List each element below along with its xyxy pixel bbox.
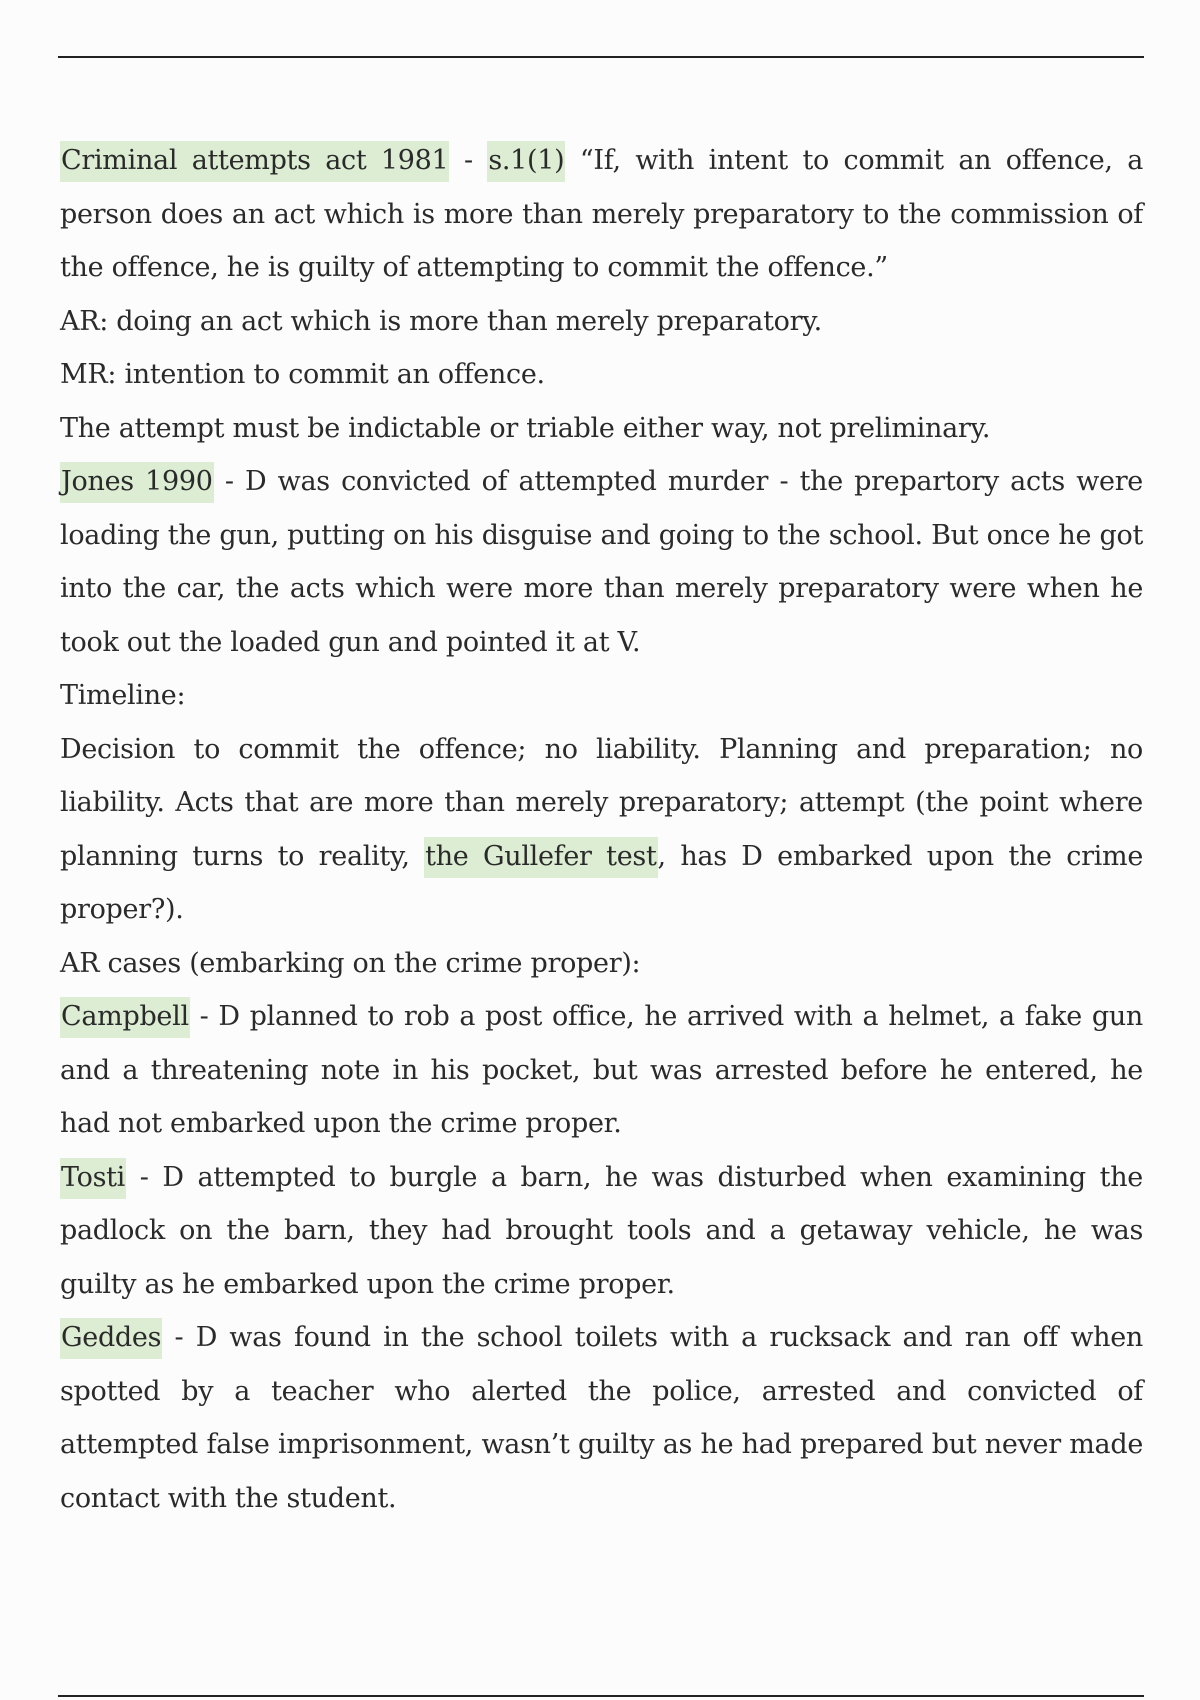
statute-paragraph xyxy=(60,134,1143,295)
case-text-tosti: - D attempted to burgle a barn, he was disturbed when examining the padlock on the barn, they had brought tools and a getaway vehicle, he was guilty as he embarked upon the crime proper. xyxy=(60,1161,1143,1300)
bottom-divider xyxy=(58,1695,1144,1697)
timeline-text-after: , has D embarked upon the crime proper?). xyxy=(60,840,1144,925)
case-name-geddes: Geddes xyxy=(60,1318,162,1359)
actus-reus-line: AR: doing an act which is more than merely preparatory. xyxy=(60,305,822,337)
top-divider xyxy=(58,56,1144,58)
mens-rea-line: MR: intention to commit an offence. xyxy=(60,359,545,390)
case-paragraph-campbell xyxy=(60,990,1143,1151)
case-name-tosti: Tosti xyxy=(60,1158,126,1199)
notes-body xyxy=(60,134,1143,1525)
ar-cases-heading: AR cases (embarking on the crime proper): xyxy=(60,947,641,979)
indictable-line: The attempt must be indictable or triable either way, not preliminary. xyxy=(60,412,991,444)
timeline-paragraph xyxy=(60,723,1143,937)
jones-text: - D was convicted of attempted murder - the prepartory acts were loading the gun, putting on his disguise and going to the school. But once he got into the car, the acts which were more than merely preparatory were when he took out the loaded gun and pointed it at V. xyxy=(60,466,1143,658)
timeline-heading: Timeline: xyxy=(60,680,186,711)
gullefer-test: the Gullefer test xyxy=(424,837,657,878)
case-paragraph-geddes xyxy=(60,1311,1143,1525)
case-name-campbell: Campbell xyxy=(60,997,190,1038)
jones-paragraph xyxy=(60,455,1143,669)
statute-quote: “If, with intent to commit an offence, a person does an act which is more than merely preparatory to the commission of the offence, he is guilty of attempting to commit the offence.” xyxy=(60,145,1143,283)
case-text-geddes: - D was found in the school toilets with a rucksack and ran off when spotted by a teacher who alerted the police, arrested and convicted of attempted false imprisonment, wasn’t guilty as he had prepared but never made contact with the student. xyxy=(60,1322,1143,1514)
case-paragraph-tosti xyxy=(60,1151,1143,1312)
case-name-jones: Jones 1990 xyxy=(60,462,214,503)
case-text-campbell: - D planned to rob a post office, he arrived with a helmet, a fake gun and a threatening note in his pocket, but was arrested before he entered, he had not embarked upon the crime proper. xyxy=(60,1001,1143,1139)
statute-separator: - xyxy=(449,145,488,176)
statute-section: s.1(1) xyxy=(487,141,565,182)
statute-name: Criminal attempts act 1981 xyxy=(60,141,449,182)
timeline-text-before: Decision to commit the offence; no liability. Planning and preparation; no liability. Acts that are more than merely preparatory; attempt (the point where planning turns to reality, xyxy=(60,733,1143,872)
